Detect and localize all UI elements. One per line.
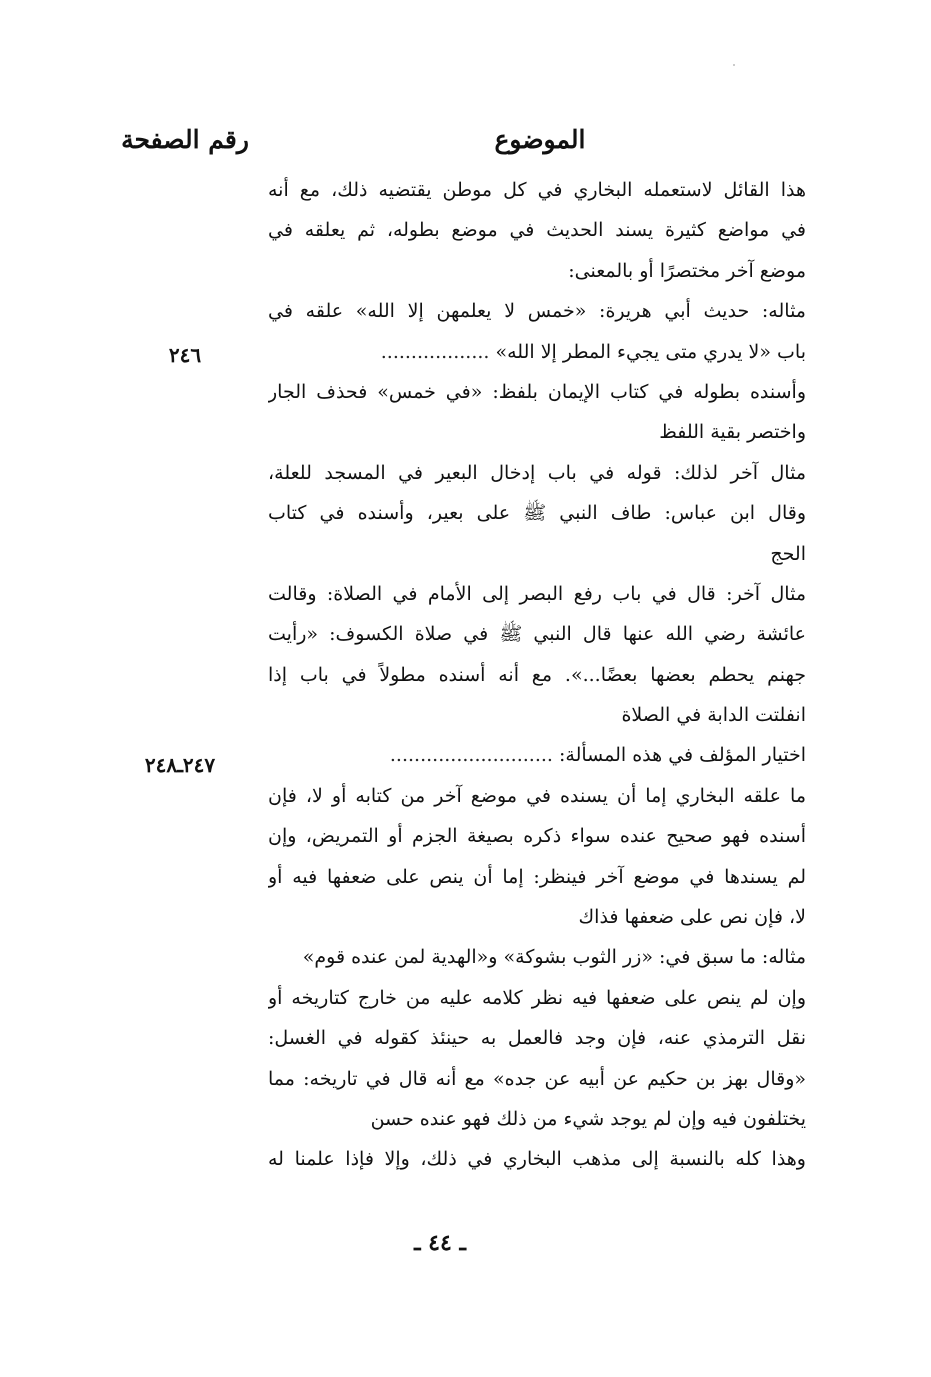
text-line: يختلفون فيه وإن لم يوجد شيء من ذلك فهو عنده حسن [370, 1107, 806, 1130]
text-line: انفلتت الدابة في الصلاة [621, 704, 806, 727]
paper-speck [733, 64, 735, 66]
text-line: عائشة رضي الله عنها قال النبي ﷺ في صلاة الكسوف: «رأيت [268, 623, 806, 646]
text-line: هذا القائل لاستعمله البخاري في كل موطن يقتضيه ذلك، مع أنه [268, 179, 806, 201]
text-line: وأسنده بطوله في كتاب الإيمان بلفظ: «في خمس» فحذف الجار [268, 380, 806, 403]
text-line: وهذا كله بالنسبة إلى مذهب البخاري في ذلك، وإلا فإذا علمنا له [268, 1148, 806, 1171]
text-line: لم يسندها في موضع آخر فينظر: إما أن ينص على ضعفها فيه أو [268, 865, 806, 888]
text-line-with-leader: اختيار المؤلف في هذه المسألة: ........................... [389, 744, 806, 767]
text-line: جهنم يحطم بعضها بعضًا...». مع أنه أسنده مطولاً في باب إذا [268, 663, 806, 686]
dot-leader: ........................... [389, 744, 553, 767]
topic-column-header: الموضوع [494, 125, 586, 154]
index-body-text [268, 170, 806, 1180]
folio-page-number: ـ ٤٤ ـ [414, 1230, 466, 1256]
text-line: نقل الترمذي عنه، فإن وجد فالعمل به حينئذ كقوله في الغسل: [268, 1027, 806, 1050]
text-line: أسنده فهو صحيح عنده سواء ذكره بصيغة الجزم أو التمريض، وإن [268, 825, 806, 848]
page-reference: ٢٤٦ [168, 343, 202, 367]
text-line-with-leader: باب «لا يدري متى يجيء المطر إلا الله» .................. [380, 340, 806, 363]
text-line: واختصر بقية اللفظ [659, 421, 806, 444]
text-line: لا، فإن نص على ضعفها فذاك [578, 906, 806, 929]
dot-leader: .................. [380, 340, 490, 363]
text-line: مثال آخر: قال في باب رفع البصر إلى الأمام في الصلاة: وقالت [268, 582, 806, 605]
text-line: «وقال بهز بن حكيم عن أبيه عن جده» مع أنه قال في تاريخه: مما [268, 1067, 806, 1090]
text-line: وقال ابن عباس: طاف النبي ﷺ على بعير، وأسنده في كتاب [268, 502, 806, 525]
text-line: وإن لم ينص على ضعفها فيه نظر كلامه عليه من خارج كتاريخه أو [268, 986, 806, 1009]
text-line: موضع آخر مختصرًا أو بالمعنى: [568, 259, 806, 282]
text-line: مثاله: حديث أبي هريرة: «خمس لا يعلمهن إلا الله» علقه في [268, 300, 806, 323]
text-line: الحج [770, 542, 806, 565]
text-line: ما علقه البخاري إما أن يسنده في موضع آخر من كتابه أو لا، فإن [268, 784, 806, 807]
page-reference: ٢٤٧ـ٢٤٨ [144, 753, 216, 777]
text-line: في مواضع كثيرة يسند الحديث في موضع بطوله، ثم يعلقه في [268, 219, 806, 242]
page-number-column-header: رقم الصفحة [121, 125, 249, 154]
text-line: مثال آخر لذلك: قوله في باب إدخال البعير في المسجد للعلة، [268, 461, 806, 484]
text-line: مثاله: ما سبق في: «زر الثوب بشوكة» و«الهدية لمن عنده قوم» [302, 946, 806, 969]
